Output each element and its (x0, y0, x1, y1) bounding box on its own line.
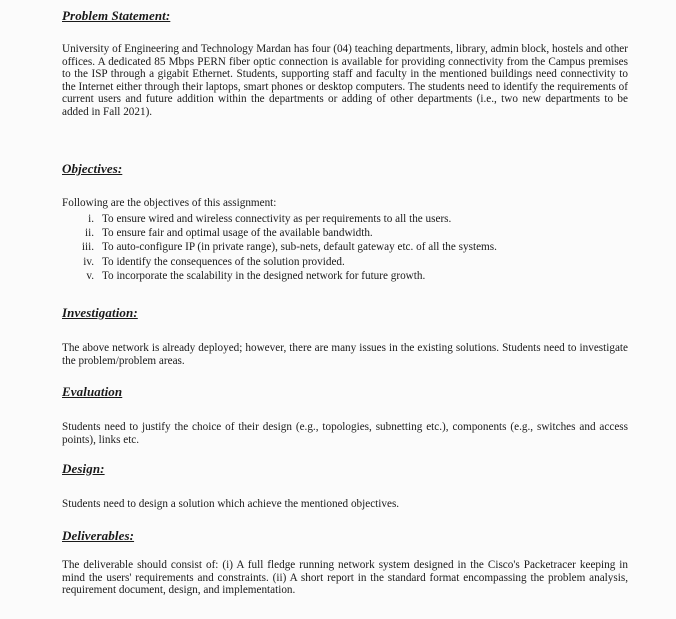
list-item-text: To ensure fair and optimal usage of the available bandwidth. (102, 227, 373, 240)
problem-statement-heading: Problem Statement: (62, 8, 171, 23)
evaluation-text: Students need to justify the choice of their design (e.g., topologies, subnetting etc.), components (e.g., switches and access points), links etc. (62, 421, 628, 446)
list-item-text: To identify the consequences of the solution provided. (102, 255, 345, 268)
list-item-text: To incorporate the scalability in the designed network for future growth. (102, 269, 426, 282)
deliverables-text: The deliverable should consist of: (i) A full fledge running network system designed in the Cisco's Packetracer keeping in mind the users' requirements and constraints. (ii) A short report in the standard format encompassing the problem analysis, requirement document, design, and implementation. (62, 559, 628, 597)
list-item-text: To auto-configure IP (in private range), sub-nets, default gateway etc. of all the systems. (102, 241, 497, 254)
list-item (62, 226, 642, 240)
objectives-intro: Following are the objectives of this assignment: (62, 197, 277, 209)
list-item-number: iv. (83, 255, 94, 268)
list-item-number: iii. (81, 241, 94, 254)
objectives-list (62, 212, 642, 283)
list-item (62, 240, 642, 254)
evaluation-heading: Evaluation (62, 384, 123, 399)
list-item-number: i. (88, 213, 94, 225)
list-item-number: ii. (84, 227, 94, 240)
investigation-text: The above network is already deployed; however, there are many issues in the existing solutions. Students need to investigate the problem/problem areas. (62, 342, 628, 367)
deliverables-heading: Deliverables: (62, 528, 135, 543)
list-item-text: To ensure wired and wireless connectivity as per requirements to all the users. (102, 213, 452, 225)
problem-statement-text: University of Engineering and Technology Mardan has four (04) teaching departments, library, admin block, hostels and other offices. A dedicated 85 Mbps PERN fiber optic connection is available for providing connectivity from the Campus premises to the ISP through a gigabit Ethernet. Students, supporting staff and faculty in the mentioned buildings need connectivity to the Internet either through their laptops, smart phones or desktop computers. The students need to identify the requirements of current users and future addition within the departments or adding of other departments (i.e., two new departments to be added in Fall 2021). (62, 43, 628, 118)
list-item-number: v. (86, 269, 94, 282)
objectives-heading: Objectives: (62, 161, 123, 176)
list-item (62, 269, 642, 283)
design-heading: Design: (62, 461, 105, 476)
list-item (62, 212, 642, 226)
design-text: Students need to design a solution which achieve the mentioned objectives. (62, 498, 400, 510)
list-item (62, 255, 642, 269)
investigation-heading: Investigation: (62, 305, 138, 320)
